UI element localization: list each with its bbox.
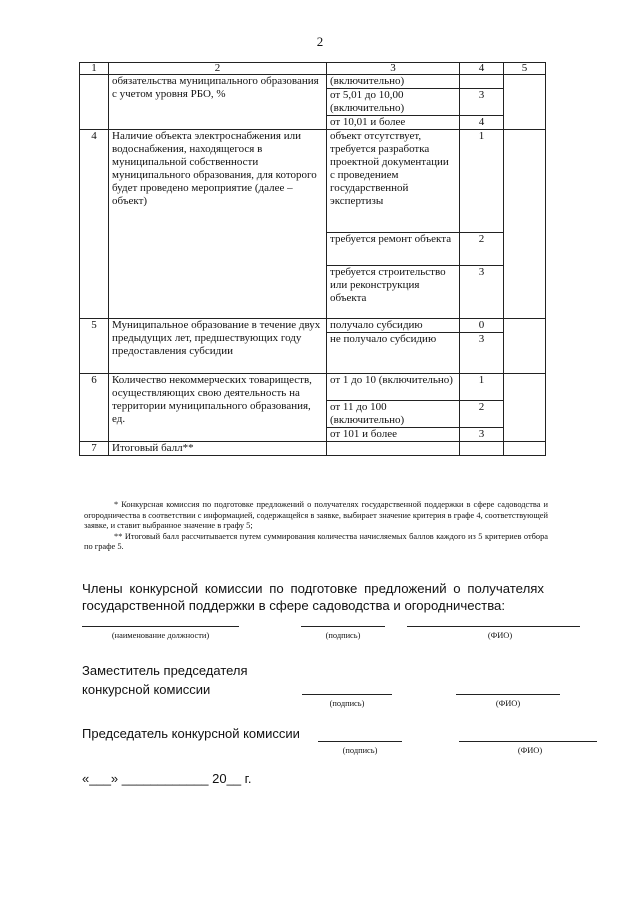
total-label: Итоговый балл** — [109, 442, 327, 456]
column-header: 3 — [327, 63, 460, 75]
table-row-total — [80, 442, 546, 456]
footnote-1: * Конкурсная комиссия по подготовке предложений о получателях государственной поддержки в сфере садоводства и огородничества в соответствии с информацией, содержащейся в заявке, выбирает значение критерия в графе 4, соответствующей заявке, и ставит выбранное значение в графу 5; — [84, 500, 548, 531]
position-line — [82, 626, 239, 627]
criterion-cell: обязательства муниципального образования с учетом уровня РБО, % — [109, 75, 327, 130]
footnotes — [84, 500, 548, 553]
table-row — [80, 130, 546, 233]
option-cell: получало субсидию — [327, 319, 460, 333]
row-number: 7 — [80, 442, 109, 456]
criterion-cell: Муниципальное образование в течение двух предыдущих лет, предшествующих году предоставления субсидии — [109, 319, 327, 374]
score-cell — [504, 319, 546, 374]
points-cell: 0 — [460, 319, 504, 333]
deputy-chair-label: Заместитель председателя конкурсной комиссии — [82, 663, 248, 697]
footnote-2: ** Итоговый балл рассчитывается путем суммирования количества начисляемых баллов каждого из 5 критериев отбора по графе 5. — [84, 531, 548, 552]
members-heading: Члены конкурсной комиссии по подготовке предложений о получателях государственной поддержки в сфере садоводства и огородничества: — [82, 581, 544, 613]
score-cell — [504, 75, 546, 130]
option-cell: от 11 до 100 (включительно) — [327, 401, 460, 428]
row-number: 4 — [80, 130, 109, 319]
points-cell: 1 — [460, 130, 504, 233]
fio-line — [407, 626, 580, 627]
row-number: 5 — [80, 319, 109, 374]
fio-line — [456, 694, 560, 695]
option-cell: от 1 до 10 (включительно) — [327, 374, 460, 401]
points-cell: 3 — [460, 333, 504, 374]
caption-fio: (ФИО) — [517, 746, 543, 755]
row-number: 6 — [80, 374, 109, 442]
signature-line — [301, 626, 385, 627]
page-number: 2 — [316, 34, 324, 49]
table-row — [80, 319, 546, 333]
criterion-cell: Количество некоммерческих товариществ, осуществляющих свою деятельность на территории муниципального образования, ед. — [109, 374, 327, 442]
caption-fio: (ФИО) — [495, 699, 521, 708]
criterion-cell: Наличие объекта электроснабжения или водоснабжения, находящегося в муниципальной собственности муниципального образования, для которого будет проведено мероприятие (далее – объект) — [109, 130, 327, 319]
option-cell: не получало субсидию — [327, 333, 460, 374]
chair-label: Председатель конкурсной комиссии — [82, 726, 300, 741]
caption-signature: (подпись) — [329, 699, 365, 708]
option-cell: (включительно) — [327, 75, 460, 89]
option-cell: требуется строительство или реконструкция объекта — [327, 266, 460, 319]
fio-line — [459, 741, 597, 742]
total-score-cell — [504, 442, 546, 456]
caption-signature: (подпись) — [342, 746, 378, 755]
option-cell: требуется ремонт объекта — [327, 233, 460, 266]
score-cell — [504, 374, 546, 442]
table-row — [80, 75, 546, 89]
column-header: 4 — [460, 63, 504, 75]
column-header: 5 — [504, 63, 546, 75]
table-header-row — [80, 63, 546, 75]
column-header: 2 — [109, 63, 327, 75]
points-cell: 2 — [460, 233, 504, 266]
score-cell — [504, 130, 546, 319]
caption-signature: (подпись) — [325, 631, 361, 640]
option-cell: от 10,01 и более — [327, 116, 460, 130]
points-cell — [460, 75, 504, 89]
signature-line — [318, 741, 402, 742]
points-cell: 2 — [460, 401, 504, 428]
points-cell: 3 — [460, 266, 504, 319]
criteria-table — [79, 62, 546, 456]
option-cell: объект отсутствует, требуется разработка проектной документации с проведением государственной экспертизы — [327, 130, 460, 233]
caption-fio: (ФИО) — [487, 631, 513, 640]
caption-position: (наименование должности) — [111, 631, 210, 640]
signature-line — [302, 694, 392, 695]
table-row — [80, 374, 546, 401]
points-cell: 1 — [460, 374, 504, 401]
date-line: «___» ____________ 20__ г. — [82, 771, 252, 786]
column-header: 1 — [80, 63, 109, 75]
option-cell: от 101 и более — [327, 428, 460, 442]
points-cell: 4 — [460, 116, 504, 130]
points-cell: 3 — [460, 89, 504, 116]
option-cell: от 5,01 до 10,00 (включительно) — [327, 89, 460, 116]
points-cell: 3 — [460, 428, 504, 442]
